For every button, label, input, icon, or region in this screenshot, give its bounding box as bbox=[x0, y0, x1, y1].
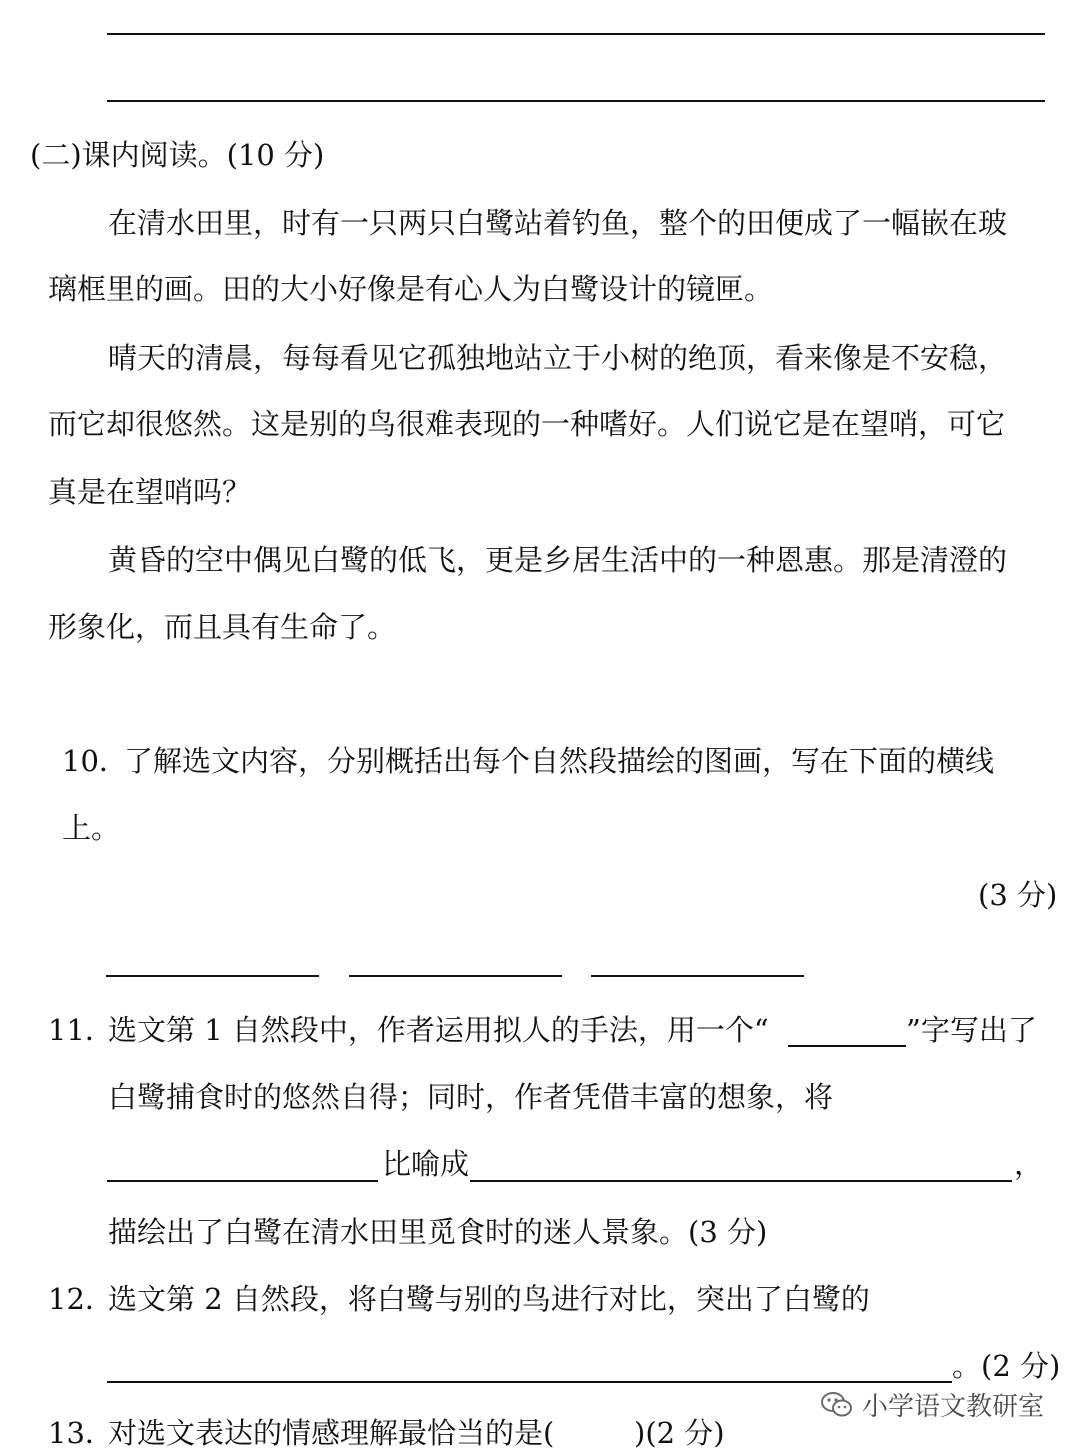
passage-line: 而它却很悠然。这是别的鸟很难表现的一种嗜好。人们说它是在望哨，可它 bbox=[48, 407, 1006, 441]
section-heading: (二)课内阅读。(10 分) bbox=[30, 138, 325, 172]
watermark-text: 小学语文教研室 bbox=[862, 1392, 1045, 1422]
question-score: (3 分) bbox=[978, 878, 1058, 912]
answer-blank[interactable] bbox=[106, 975, 319, 977]
answer-blank[interactable] bbox=[470, 1180, 1012, 1182]
question-number: 13． bbox=[48, 1416, 114, 1450]
passage-line: 形象化，而且具有生命了。 bbox=[48, 610, 397, 644]
passage-line: 黄昏的空中偶见白鹭的低飞，更是乡居生活中的一种恩惠。那是清澄的 bbox=[108, 543, 1008, 577]
watermark bbox=[820, 1386, 1044, 1423]
question-text: )(2 分) bbox=[634, 1416, 725, 1450]
question-text: 描绘出了白鹭在清水田里觅食时的迷人景象。(3 分) bbox=[108, 1215, 768, 1249]
question-number: 12． bbox=[48, 1282, 114, 1316]
answer-blank[interactable] bbox=[349, 975, 562, 977]
passage-line: 晴天的清晨，每每看见它孤独地站立于小树的绝顶，看来像是不安稳， bbox=[108, 341, 1008, 375]
question-text: 选文第 2 自然段，将白鹭与别的鸟进行对比，突出了白鹭的 bbox=[108, 1282, 870, 1316]
answer-line bbox=[107, 33, 1045, 35]
question-text: ， bbox=[1014, 1147, 1044, 1181]
wechat-icon bbox=[820, 1390, 854, 1420]
question-number: 10． bbox=[62, 744, 128, 778]
question-text: 比喻成 bbox=[382, 1147, 470, 1181]
passage-line: 璃框里的画。田的大小好像是有心人为白鹭设计的镜匣。 bbox=[48, 272, 774, 306]
question-text: 白鹭捕食时的悠然自得；同时，作者凭借丰富的想象，将 bbox=[108, 1080, 834, 1114]
question-text: 选文第 1 自然段中，作者运用拟人的手法，用一个“ bbox=[108, 1013, 769, 1047]
passage-line: 在清水田里，时有一只两只白鹭站着钓鱼，整个的田便成了一幅嵌在玻 bbox=[108, 206, 1008, 240]
question-text: 上。 bbox=[62, 811, 121, 845]
question-number: 11． bbox=[48, 1013, 114, 1047]
answer-blank[interactable] bbox=[107, 1180, 378, 1182]
question-text: 对选文表达的情感理解最恰当的是( bbox=[108, 1416, 555, 1450]
passage-line: 真是在望哨吗？ bbox=[48, 475, 252, 509]
question-score: 。(2 分) bbox=[952, 1349, 1061, 1383]
answer-line bbox=[107, 100, 1045, 102]
question-text: 了解选文内容，分别概括出每个自然段描绘的图画，写在下面的横线 bbox=[124, 744, 995, 778]
answer-blank[interactable] bbox=[788, 1045, 906, 1047]
answer-blank[interactable] bbox=[591, 975, 804, 977]
question-text: ”字写出了 bbox=[906, 1013, 1037, 1047]
answer-blank[interactable] bbox=[107, 1381, 952, 1383]
